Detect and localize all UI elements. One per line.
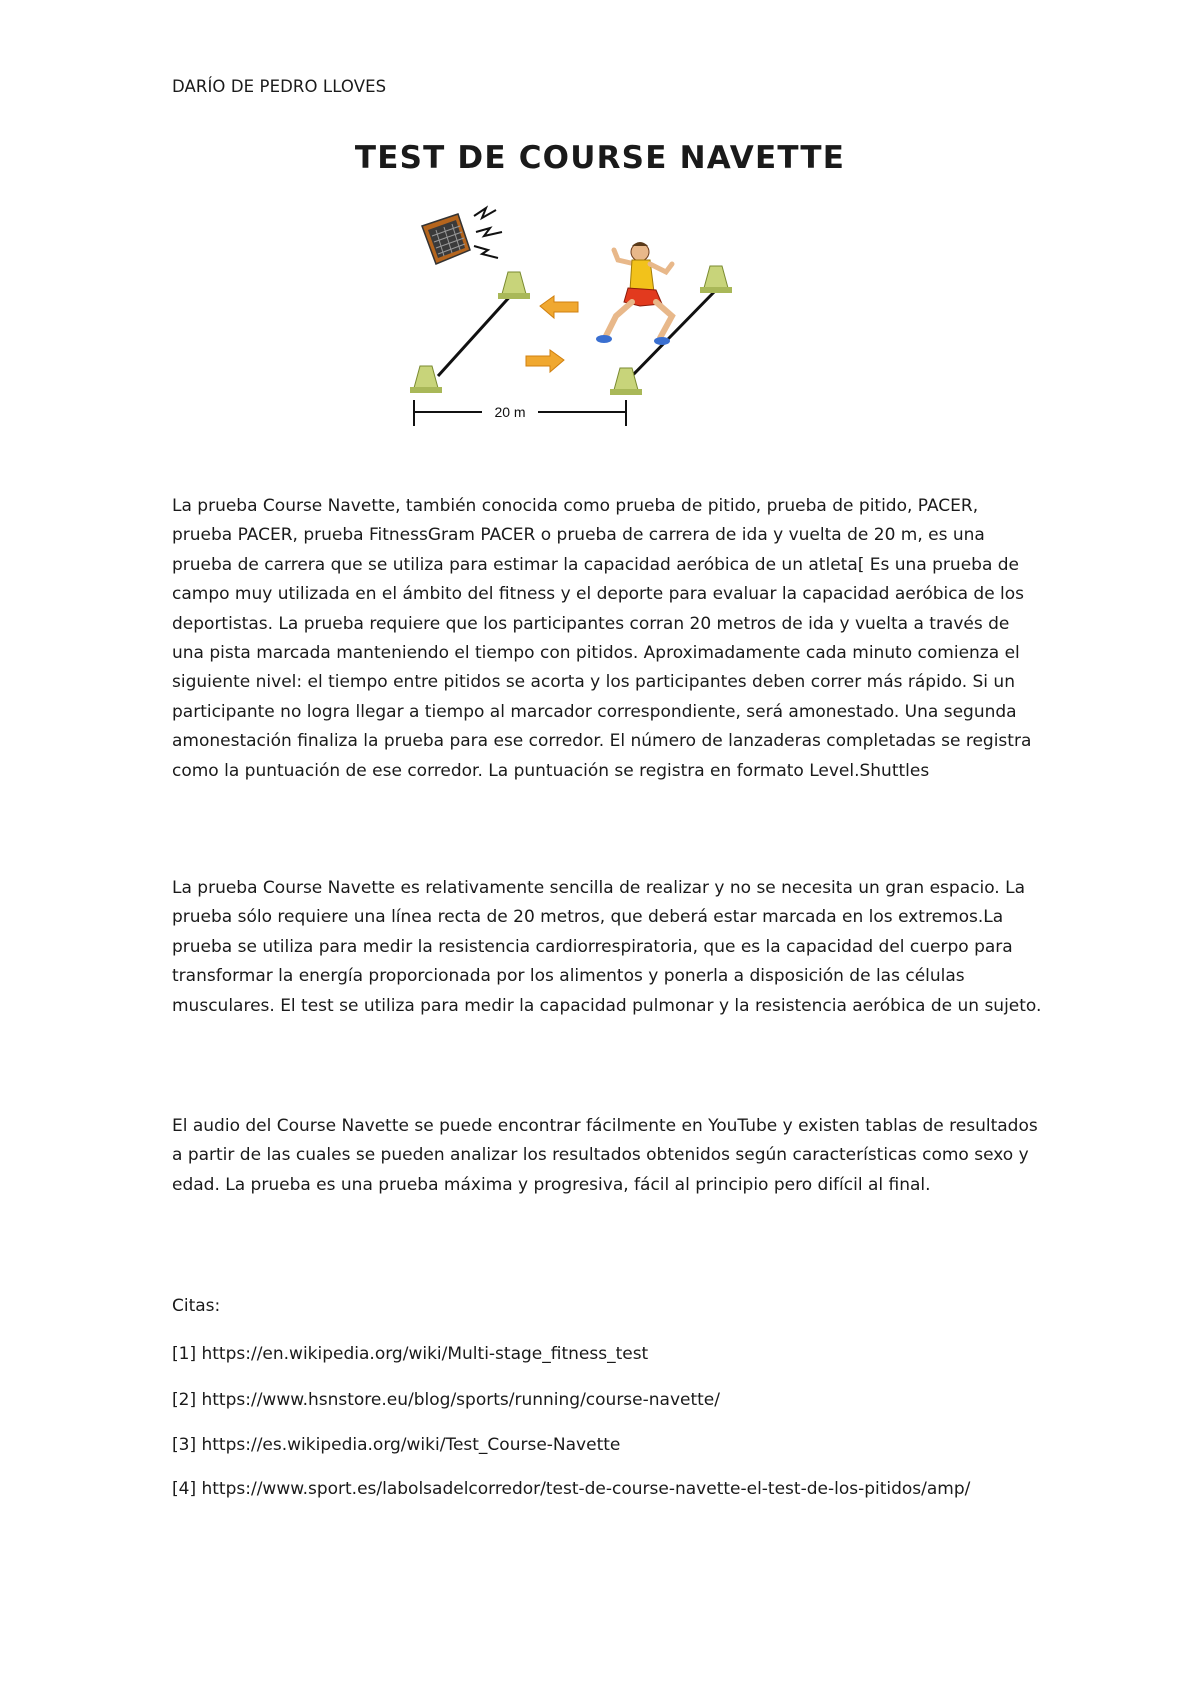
paragraph-1: La prueba Course Navette, también conocida como prueba de pitido, prueba de pitido, PACER, prueba PACER, prueba FitnessGram PACER o prueba de carrera de ida y vuelta de 20 m, es una prueba de carrera que se utiliza para estimar la capacidad aeróbica de un atleta[ Es una prueba de campo muy utilizada en el ámbito del fitness y el deporte para evaluar la capacidad aeróbica de los deportistas. La prueba requiere que los participantes corran 20 metros de ida y vuelta a través de una pista marcada manteniendo el tiempo con pitidos. Aproximadamente cada minuto comienza el siguiente nivel: el tiempo entre pitidos se acorta y los participantes deben correr más rápido. Si un participante no logra llegar a tiempo al marcador correspondiente, será amonestado. Una segunda amonestación finaliza la prueba para ese corredor. El número de lanzaderas completadas se registra como la puntuación de ese corredor. La puntuación se registra en formato Level.Shuttles: [172, 496, 1032, 781]
cone-icon: [410, 366, 442, 393]
author-name: DARÍO DE PEDRO LLOVES: [172, 77, 387, 96]
left-course-line: [438, 292, 514, 376]
distance-label: 20 m: [494, 404, 526, 420]
citations-heading: Citas:: [172, 1296, 221, 1316]
citation-1[interactable]: [1] https://en.wikipedia.org/wiki/Multi-stage_fitness_test: [172, 1344, 649, 1364]
speaker-icon: [422, 208, 502, 264]
document-title: TEST DE COURSE NAVETTE: [354, 140, 846, 176]
citation-3[interactable]: [3] https://es.wikipedia.org/wiki/Test_Course-Navette: [172, 1435, 621, 1455]
citation-2[interactable]: [2] https://www.hsnstore.eu/blog/sports/running/course-navette/: [172, 1390, 720, 1410]
runner-illustration: [596, 242, 672, 345]
course-navette-illustration: [410, 198, 810, 468]
cone-icon: [700, 266, 732, 293]
arrow-left-icon: [540, 296, 578, 318]
citation-4[interactable]: [4] https://www.sport.es/labolsadelcorredor/test-de-course-navette-el-test-de-los-pitidos/amp/: [172, 1479, 971, 1499]
arrow-right-icon: [526, 350, 564, 372]
paragraph-3: El audio del Course Navette se puede encontrar fácilmente en YouTube y existen tablas de resultados a partir de las cuales se pueden analizar los resultados obtenidos según características como sexo y edad. La prueba es una prueba máxima y progresiva, fácil al principio pero difícil al final.: [172, 1116, 1038, 1195]
cone-icon: [498, 272, 530, 299]
distance-marker: [414, 400, 626, 426]
paragraph-2: La prueba Course Navette es relativamente sencilla de realizar y no se necesita un gran espacio. La prueba sólo requiere una línea recta de 20 metros, que deberá estar marcada en los extremos.La prueba se utiliza para medir la resistencia cardiorrespiratoria, que es la capacidad del cuerpo para transformar la energía proporcionada por los alimentos y ponerla a disposición de las células musculares. El test se utiliza para medir la capacidad pulmonar y la resistencia aeróbica de un sujeto.: [172, 878, 1042, 1016]
